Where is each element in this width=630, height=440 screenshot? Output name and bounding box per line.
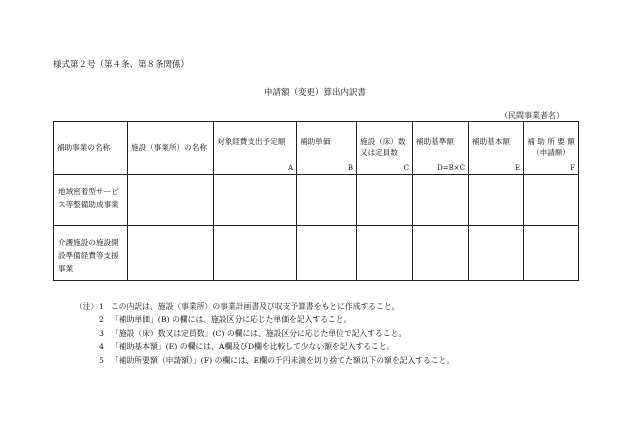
note-number: 4 — [99, 342, 104, 352]
header-required-amount — [524, 122, 579, 175]
note-number: 5 — [99, 355, 104, 365]
header-unit-price — [297, 122, 357, 175]
input-cell[interactable] — [297, 226, 357, 281]
note-number: 3 — [99, 328, 104, 338]
notes-marker: （注） — [75, 302, 99, 311]
note-text: 「補助基本額」(E) の欄には、A欄及びD欄を比較して少ない額を記入すること。 — [111, 342, 395, 352]
header-code: A — [287, 164, 293, 172]
header-label: 施設（事業所）の名称 — [131, 143, 207, 152]
table-header-row — [54, 122, 579, 175]
header-label: 補助単価 — [300, 137, 331, 146]
row-label-cell — [54, 175, 128, 226]
note-text: 「施設（床）数又は定員数」(C) の欄には、施設区分に応じた単位で記入すること。 — [111, 328, 407, 338]
header-label: 施設（床）数又は定員数 — [360, 137, 406, 157]
header-planned-expense — [214, 122, 297, 175]
note-item — [75, 340, 454, 353]
header-code: B — [347, 164, 353, 172]
header-code: E — [514, 164, 520, 172]
header-bed-count — [357, 122, 413, 175]
header-label: 補助基本額 — [472, 137, 510, 146]
note-number: 1 — [99, 302, 104, 311]
header-label: 対象経費支出予定額 — [217, 137, 286, 146]
form-number: 様式第２号（第４条、第８条関係） — [53, 60, 190, 70]
header-code: D=B×C — [437, 164, 465, 172]
header-label: 補 助 所 要 額（申請額） — [527, 137, 575, 157]
note-number: 2 — [99, 315, 104, 325]
input-cell[interactable] — [214, 226, 297, 281]
input-cell[interactable] — [524, 175, 579, 226]
input-cell[interactable] — [297, 175, 357, 226]
input-cell[interactable] — [357, 226, 413, 281]
input-cell[interactable] — [214, 175, 297, 226]
note-item — [75, 300, 454, 313]
input-cell[interactable] — [413, 226, 469, 281]
header-basic-amount — [469, 122, 524, 175]
input-cell[interactable] — [469, 175, 524, 226]
input-cell[interactable] — [128, 226, 214, 281]
note-text: この内訳は、施設（事業所）の事業計画書及び収支予算書をもとに作成すること。 — [111, 302, 400, 311]
note-text: 「補助単価」(B) の欄には、施設区分に応じた単価を記入すること。 — [111, 315, 352, 325]
row-label: 介護施設の施設開設準備経費等支援事業 — [58, 238, 119, 273]
document-title: 申請額（変更）算出内訳書 — [263, 88, 366, 98]
input-cell[interactable] — [357, 175, 413, 226]
note-item — [75, 327, 454, 340]
header-code: F — [570, 164, 575, 172]
header-standard-amount — [413, 122, 469, 175]
note-text: 「補助所要額（申請額）」(F) の欄には、E欄の千円未満を切り捨てた額以下の額を記入すること。 — [111, 355, 455, 365]
input-cell[interactable] — [469, 226, 524, 281]
notes-section — [75, 300, 454, 367]
applicant-name-label: （民間事業者名） — [500, 111, 564, 120]
table-row — [54, 226, 579, 281]
input-cell[interactable] — [413, 175, 469, 226]
header-facility-name — [128, 122, 214, 175]
header-code: C — [403, 164, 409, 172]
input-cell[interactable] — [128, 175, 214, 226]
breakdown-table — [53, 121, 579, 281]
input-cell[interactable] — [524, 226, 579, 281]
note-item — [75, 313, 454, 326]
note-item — [75, 354, 454, 367]
header-project-name — [54, 122, 128, 175]
header-label: 補助基準額 — [416, 137, 454, 146]
row-label: 地域密着型サービス等整備助成事業 — [58, 187, 119, 209]
table-row — [54, 175, 579, 226]
row-label-cell — [54, 226, 128, 281]
header-label: 補助事業の名称 — [57, 143, 111, 152]
